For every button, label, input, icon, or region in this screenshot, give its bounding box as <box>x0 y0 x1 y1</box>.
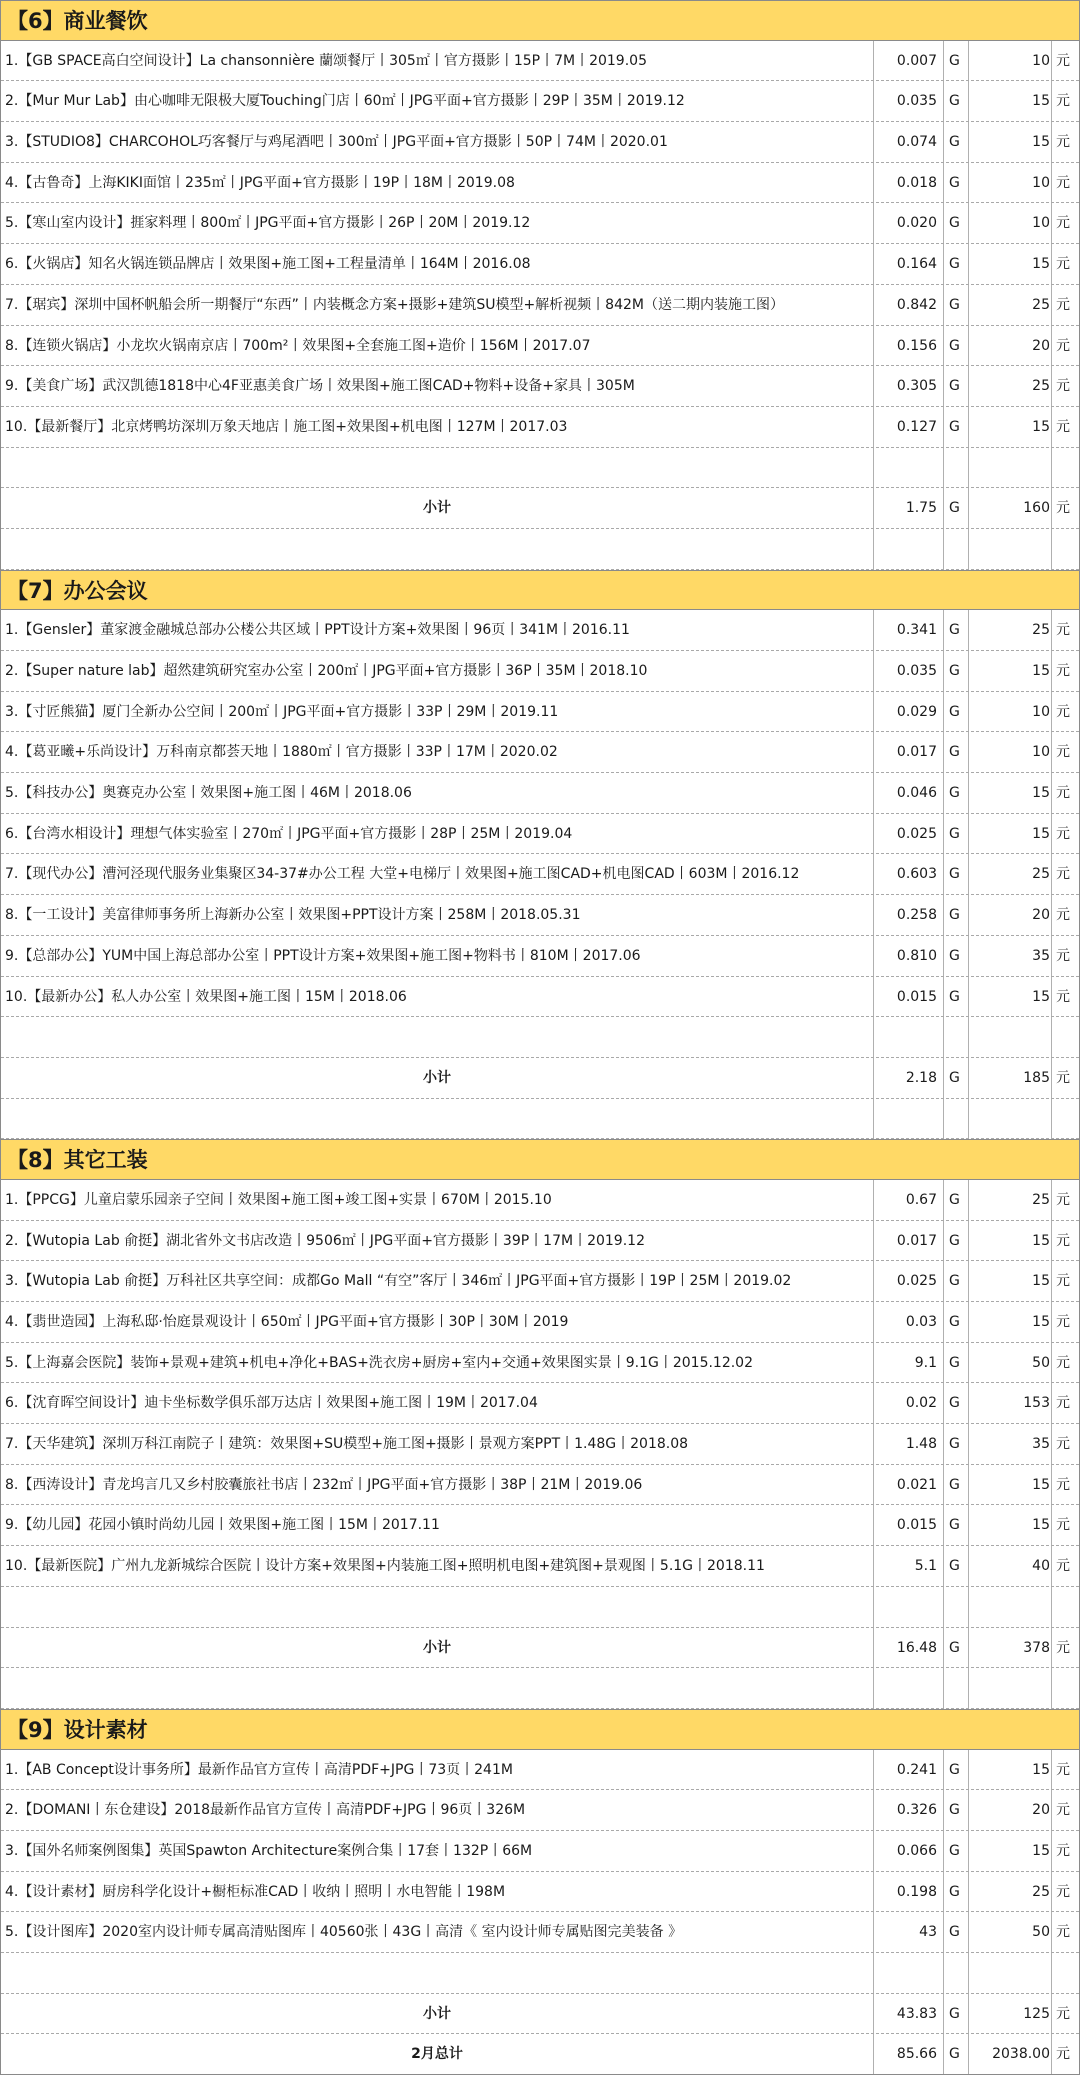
currency-unit: 元 <box>1056 215 1070 232</box>
table-row <box>1 122 1079 163</box>
item-size: 0.164 <box>874 244 944 284</box>
size-unit: G <box>944 122 969 162</box>
item-size: 85.66 <box>874 2034 944 2074</box>
currency-unit: 元 <box>1056 785 1070 802</box>
size-unit: G <box>944 1302 969 1342</box>
item-price: 25 <box>969 366 1052 406</box>
item-size: 0.074 <box>874 122 944 162</box>
empty-cell <box>1 1668 874 1708</box>
item-size: 0.017 <box>874 1221 944 1261</box>
size-unit: G <box>944 285 969 325</box>
table-row <box>1 1424 1079 1465</box>
size-unit: G <box>944 203 969 243</box>
item-size: 0.810 <box>874 936 944 976</box>
blank-row <box>1 1953 1079 1994</box>
table-row <box>1 81 1079 122</box>
blank-row <box>1 1099 1079 1140</box>
item-price: 40 <box>969 1546 1052 1586</box>
item-description: 小计 <box>1 1058 874 1098</box>
item-price: 15 <box>969 1750 1052 1790</box>
empty-cell <box>1 1587 874 1627</box>
currency-unit: 元 <box>1056 1436 1070 1453</box>
table-row <box>1 1261 1079 1302</box>
table-row <box>1 407 1079 448</box>
empty-cell <box>969 1668 1052 1708</box>
table-row <box>1 163 1079 204</box>
item-description: 5.【上海嘉会医院】装饰+景观+建筑+机电+净化+BAS+洗衣房+厨房+室内+交通+效果图实景丨9.1G丨2015.12.02 <box>1 1343 874 1383</box>
table-row <box>1 977 1079 1018</box>
item-size: 0.046 <box>874 773 944 813</box>
item-price: 20 <box>969 895 1052 935</box>
section-header <box>1 570 1079 611</box>
size-unit: G <box>944 1872 969 1912</box>
table-row <box>1 692 1079 733</box>
item-size: 0.241 <box>874 1750 944 1790</box>
currency-unit: 元 <box>1056 1924 1070 1941</box>
item-size: 0.025 <box>874 1261 944 1301</box>
table-row <box>1 610 1079 651</box>
item-price: 15 <box>969 1221 1052 1261</box>
item-price: 10 <box>969 692 1052 732</box>
item-size: 0.198 <box>874 1872 944 1912</box>
currency-unit: 元 <box>1056 663 1070 679</box>
size-unit: G <box>944 1465 969 1505</box>
currency-unit: 元 <box>1056 2005 1070 2022</box>
item-price: 15 <box>969 1465 1052 1505</box>
empty-cell <box>944 1668 969 1708</box>
subtotal-row <box>1 488 1079 529</box>
size-unit: G <box>944 732 969 772</box>
item-size: 0.156 <box>874 326 944 366</box>
size-unit: G <box>944 1994 969 2034</box>
empty-cell <box>874 448 944 488</box>
item-size: 2.18 <box>874 1058 944 1098</box>
currency-unit: 元 <box>1056 296 1070 313</box>
size-unit: G <box>944 610 969 650</box>
section-header <box>1 0 1079 41</box>
item-description: 4.【设计素材】厨房科学化设计+橱柜标准CAD丨收纳丨照明丨水电智能丨198M <box>1 1872 874 1912</box>
blank-row <box>1 1587 1079 1628</box>
item-price: 20 <box>969 1790 1052 1830</box>
size-unit: G <box>944 692 969 732</box>
empty-cell <box>944 1099 969 1139</box>
item-size: 0.015 <box>874 1505 944 1545</box>
table-row <box>1 366 1079 407</box>
size-unit: G <box>944 81 969 121</box>
item-description: 3.【STUDIO8】CHARCOHOL巧客餐厅与鸡尾酒吧丨300㎡丨JPG平面+官方摄影丨50P丨74M丨2020.01 <box>1 122 874 162</box>
item-price: 160 <box>969 488 1052 528</box>
currency-unit: 元 <box>1056 1232 1070 1249</box>
empty-cell <box>874 1668 944 1708</box>
item-price: 15 <box>969 1302 1052 1342</box>
blank-row <box>1 1017 1079 1058</box>
item-price: 15 <box>969 1505 1052 1545</box>
empty-cell <box>1052 1668 1078 1708</box>
size-unit: G <box>944 936 969 976</box>
table-row <box>1 936 1079 977</box>
item-size: 0.007 <box>874 41 944 81</box>
item-price: 35 <box>969 1424 1052 1464</box>
item-price: 378 <box>969 1628 1052 1668</box>
table-row <box>1 1505 1079 1546</box>
size-unit: G <box>944 407 969 447</box>
item-description: 10.【最新办公】私人办公室丨效果图+施工图丨15M丨2018.06 <box>1 977 874 1017</box>
table-row <box>1 1221 1079 1262</box>
item-price: 153 <box>969 1383 1052 1423</box>
item-description: 7.【琚宾】深圳中国杯帆船会所一期餐厅“东西”丨内装概念方案+摄影+建筑SU模型+解析视频丨842M（送二期内装施工图） <box>1 285 874 325</box>
item-size: 0.035 <box>874 651 944 691</box>
size-unit: G <box>944 1912 969 1952</box>
size-unit: G <box>944 1790 969 1830</box>
item-price: 10 <box>969 732 1052 772</box>
table-row <box>1 244 1079 285</box>
item-size: 0.305 <box>874 366 944 406</box>
item-description: 3.【寸匠熊猫】厦门全新办公空间丨200㎡丨JPG平面+官方摄影丨33P丨29M丨2019.11 <box>1 692 874 732</box>
item-price: 15 <box>969 651 1052 691</box>
item-price: 2038.00 <box>969 2034 1052 2074</box>
item-size: 43.83 <box>874 1994 944 2034</box>
item-size: 0.326 <box>874 1790 944 1830</box>
item-description: 1.【AB Concept设计事务所】最新作品官方宣传丨高清PDF+JPG丨73页丨241M <box>1 1750 874 1790</box>
item-size: 0.02 <box>874 1383 944 1423</box>
item-price: 15 <box>969 122 1052 162</box>
currency-unit: 元 <box>1056 1273 1070 1290</box>
empty-cell <box>944 1017 969 1057</box>
item-price: 15 <box>969 1261 1052 1301</box>
currency-unit: 元 <box>1056 825 1070 842</box>
currency-unit: 元 <box>1056 500 1070 517</box>
item-description: 1.【Gensler】董家渡金融城总部办公楼公共区域丨PPT设计方案+效果图丨96页丨341M丨2016.11 <box>1 610 874 650</box>
item-price: 15 <box>969 1831 1052 1871</box>
empty-cell <box>874 1017 944 1057</box>
item-price: 125 <box>969 1994 1052 2034</box>
currency-unit: 元 <box>1056 337 1070 354</box>
section-header <box>1 1139 1079 1180</box>
item-price: 10 <box>969 163 1052 203</box>
item-description: 小计 <box>1 488 874 528</box>
item-size: 0.341 <box>874 610 944 650</box>
section-title: 【9】设计素材 <box>7 1717 148 1742</box>
item-description: 2.【Super nature lab】超然建筑研究室办公室丨200㎡丨JPG平面+官方摄影丨36P丨35M丨2018.10 <box>1 651 874 691</box>
size-unit: G <box>944 244 969 284</box>
subtotal-row <box>1 1628 1079 1669</box>
item-price: 15 <box>969 244 1052 284</box>
currency-unit: 元 <box>1056 93 1070 110</box>
currency-unit: 元 <box>1056 1517 1070 1534</box>
item-price: 25 <box>969 854 1052 894</box>
item-size: 0.67 <box>874 1180 944 1220</box>
empty-cell <box>1052 529 1078 569</box>
currency-unit: 元 <box>1056 1802 1070 1819</box>
item-description: 8.【西涛设计】青龙坞言几又乡村胶囊旅社书店丨232㎡丨JPG平面+官方摄影丨38P丨21M丨2019.06 <box>1 1465 874 1505</box>
subtotal-row <box>1 1994 1079 2035</box>
item-size: 9.1 <box>874 1343 944 1383</box>
item-size: 0.020 <box>874 203 944 243</box>
item-description: 2月总计 <box>1 2034 874 2074</box>
empty-cell <box>969 1099 1052 1139</box>
blank-row <box>1 448 1079 489</box>
blank-row <box>1 1668 1079 1709</box>
section-header <box>1 1709 1079 1750</box>
item-price: 15 <box>969 773 1052 813</box>
empty-cell <box>944 1587 969 1627</box>
empty-cell <box>1052 448 1078 488</box>
currency-unit: 元 <box>1056 2046 1070 2063</box>
currency-unit: 元 <box>1056 1395 1070 1412</box>
item-price: 35 <box>969 936 1052 976</box>
table-row <box>1 203 1079 244</box>
item-description: 4.【古鲁奇】上海KIKI面馆丨235㎡丨JPG平面+官方摄影丨19P丨18M丨2019.08 <box>1 163 874 203</box>
item-price: 25 <box>969 285 1052 325</box>
empty-cell <box>874 1587 944 1627</box>
item-description: 7.【现代办公】漕河泾现代服务业集聚区34-37#办公工程 大堂+电梯厅丨效果图+施工图CAD+机电图CAD丨603M丨2016.12 <box>1 854 874 894</box>
empty-cell <box>969 1587 1052 1627</box>
item-description: 5.【寒山室内设计】捱家料理丨800㎡丨JPG平面+官方摄影丨26P丨20M丨2019.12 <box>1 203 874 243</box>
table-row <box>1 773 1079 814</box>
item-description: 6.【台湾水相设计】理想气体实验室丨270㎡丨JPG平面+官方摄影丨28P丨25M丨2019.04 <box>1 814 874 854</box>
currency-unit: 元 <box>1056 418 1070 435</box>
currency-unit: 元 <box>1056 134 1070 151</box>
item-description: 小计 <box>1 1994 874 2034</box>
item-price: 20 <box>969 326 1052 366</box>
empty-cell <box>944 448 969 488</box>
size-unit: G <box>944 1383 969 1423</box>
size-unit: G <box>944 41 969 81</box>
empty-cell <box>1052 1099 1078 1139</box>
item-description: 5.【科技办公】奥赛克办公室丨效果图+施工图丨46M丨2018.06 <box>1 773 874 813</box>
currency-unit: 元 <box>1056 703 1070 720</box>
currency-unit: 元 <box>1056 622 1070 639</box>
empty-cell <box>1 529 874 569</box>
item-size: 0.066 <box>874 1831 944 1871</box>
item-description: 小计 <box>1 1628 874 1668</box>
section-title: 【8】其它工装 <box>7 1148 148 1173</box>
item-price: 10 <box>969 41 1052 81</box>
section-title: 【6】商业餐饮 <box>7 9 148 33</box>
item-size: 1.75 <box>874 488 944 528</box>
item-description: 7.【天华建筑】深圳万科江南院子丨建筑：效果图+SU模型+施工图+摄影丨景观方案PPT丨1.48G丨2018.08 <box>1 1424 874 1464</box>
item-description: 3.【国外名师案例图集】英国Spawton Architecture案例合集丨17套丨132P丨66M <box>1 1831 874 1871</box>
table-row <box>1 1383 1079 1424</box>
currency-unit: 元 <box>1056 174 1070 191</box>
item-description: 10.【最新医院】广州九龙新城综合医院丨设计方案+效果图+内装施工图+照明机电图+建筑图+景观图丨5.1G丨2018.11 <box>1 1546 874 1586</box>
empty-cell <box>1052 1587 1078 1627</box>
currency-unit: 元 <box>1056 866 1070 883</box>
item-description: 9.【总部办公】YUM中国上海总部办公室丨PPT设计方案+效果图+施工图+物料书丨810M丨2017.06 <box>1 936 874 976</box>
currency-unit: 元 <box>1056 744 1070 761</box>
grand-total-row <box>1 2034 1079 2075</box>
size-unit: G <box>944 326 969 366</box>
empty-cell <box>969 448 1052 488</box>
item-size: 0.015 <box>874 977 944 1017</box>
item-description: 8.【连锁火锅店】小龙坎火锅南京店丨700m²丨效果图+全套施工图+造价丨156M丨2017.07 <box>1 326 874 366</box>
size-unit: G <box>944 1221 969 1261</box>
empty-cell <box>969 1017 1052 1057</box>
item-size: 0.603 <box>874 854 944 894</box>
table-row <box>1 41 1079 82</box>
item-description: 1.【PPCG】儿童启蒙乐园亲子空间丨效果图+施工图+竣工图+实景丨670M丨2015.10 <box>1 1180 874 1220</box>
item-description: 9.【美食广场】武汉凯德1818中心4F亚惠美食广场丨效果图+施工图CAD+物料+设备+家具丨305M <box>1 366 874 406</box>
size-unit: G <box>944 1750 969 1790</box>
item-size: 0.258 <box>874 895 944 935</box>
item-size: 0.127 <box>874 407 944 447</box>
empty-cell <box>1 1099 874 1139</box>
empty-cell <box>969 529 1052 569</box>
item-description: 3.【Wutopia Lab 俞挺】万科社区共享空间：成都Go Mall “有空”客厅丨346㎡丨JPG平面+官方摄影丨19P丨25M丨2019.02 <box>1 1261 874 1301</box>
currency-unit: 元 <box>1056 1883 1070 1900</box>
item-description: 5.【设计图库】2020室内设计师专属高清贴图库丨40560张丨43G丨高清《 室内设计师专属贴图完美装备 》 <box>1 1912 874 1952</box>
table-row <box>1 1872 1079 1913</box>
item-description: 4.【翡世造园】上海私邸·怡庭景观设计丨650㎡丨JPG平面+官方摄影丨30P丨30M丨2019 <box>1 1302 874 1342</box>
currency-unit: 元 <box>1056 1639 1070 1656</box>
size-unit: G <box>944 814 969 854</box>
table-row <box>1 1831 1079 1872</box>
item-size: 0.025 <box>874 814 944 854</box>
item-price: 25 <box>969 1872 1052 1912</box>
size-unit: G <box>944 854 969 894</box>
currency-unit: 元 <box>1056 52 1070 69</box>
table-row <box>1 651 1079 692</box>
item-size: 0.035 <box>874 81 944 121</box>
size-unit: G <box>944 977 969 1017</box>
size-unit: G <box>944 1261 969 1301</box>
blank-row <box>1 529 1079 570</box>
size-unit: G <box>944 1180 969 1220</box>
item-size: 16.48 <box>874 1628 944 1668</box>
size-unit: G <box>944 488 969 528</box>
item-description: 2.【Wutopia Lab 俞挺】湖北省外文书店改造丨9506㎡丨JPG平面+官方摄影丨39P丨17M丨2019.12 <box>1 1221 874 1261</box>
table-row <box>1 1912 1079 1953</box>
currency-unit: 元 <box>1056 256 1070 273</box>
item-price: 15 <box>969 814 1052 854</box>
table-row <box>1 1750 1079 1791</box>
table-row <box>1 732 1079 773</box>
table-row <box>1 814 1079 855</box>
empty-cell <box>1 1017 874 1057</box>
size-unit: G <box>944 773 969 813</box>
item-size: 0.018 <box>874 163 944 203</box>
currency-unit: 元 <box>1056 947 1070 964</box>
item-description: 6.【沈育晖空间设计】迪卡坐标数学俱乐部万达店丨效果图+施工图丨19M丨2017.04 <box>1 1383 874 1423</box>
item-size: 0.021 <box>874 1465 944 1505</box>
empty-cell <box>1052 1017 1078 1057</box>
currency-unit: 元 <box>1056 988 1070 1005</box>
item-size: 5.1 <box>874 1546 944 1586</box>
table-row <box>1 1546 1079 1587</box>
size-unit: G <box>944 895 969 935</box>
size-unit: G <box>944 1058 969 1098</box>
table-row <box>1 895 1079 936</box>
currency-unit: 元 <box>1056 1761 1070 1778</box>
item-size: 0.03 <box>874 1302 944 1342</box>
item-description: 9.【幼儿园】花园小镇时尚幼儿园丨效果图+施工图丨15M丨2017.11 <box>1 1505 874 1545</box>
table-row <box>1 1465 1079 1506</box>
size-unit: G <box>944 651 969 691</box>
empty-cell <box>874 1953 944 1993</box>
currency-unit: 元 <box>1056 1191 1070 1208</box>
table-row <box>1 854 1079 895</box>
item-description: 6.【火锅店】知名火锅连锁品牌店丨效果图+施工图+工程量清单丨164M丨2016.08 <box>1 244 874 284</box>
item-price: 185 <box>969 1058 1052 1098</box>
item-size: 0.017 <box>874 732 944 772</box>
size-unit: G <box>944 1831 969 1871</box>
item-size: 1.48 <box>874 1424 944 1464</box>
section-title: 【7】办公会议 <box>7 578 148 603</box>
currency-unit: 元 <box>1056 1314 1070 1330</box>
empty-cell <box>874 1099 944 1139</box>
table-row <box>1 326 1079 367</box>
size-unit: G <box>944 1505 969 1545</box>
currency-unit: 元 <box>1056 1558 1070 1575</box>
table-row <box>1 1343 1079 1384</box>
item-size: 0.842 <box>874 285 944 325</box>
size-unit: G <box>944 1628 969 1668</box>
item-price: 50 <box>969 1912 1052 1952</box>
item-size: 0.029 <box>874 692 944 732</box>
size-unit: G <box>944 1424 969 1464</box>
currency-unit: 元 <box>1056 1842 1070 1859</box>
item-price: 10 <box>969 203 1052 243</box>
size-unit: G <box>944 163 969 203</box>
subtotal-row <box>1 1058 1079 1099</box>
table-row <box>1 285 1079 326</box>
table-row <box>1 1790 1079 1831</box>
item-price: 50 <box>969 1343 1052 1383</box>
currency-unit: 元 <box>1056 1476 1070 1493</box>
item-description: 8.【一工设计】美富律师事务所上海新办公室丨效果图+PPT设计方案丨258M丨2018.05.31 <box>1 895 874 935</box>
empty-cell <box>1 1953 874 1993</box>
item-description: 1.【GB SPACE高白空间设计】La chansonnière 蘭颂餐厅丨305㎡丨官方摄影丨15P丨7M丨2019.05 <box>1 41 874 81</box>
item-description: 2.【Mur Mur Lab】由心咖啡无限极大厦Touching门店丨60㎡丨JPG平面+官方摄影丨29P丨35M丨2019.12 <box>1 81 874 121</box>
item-price: 25 <box>969 1180 1052 1220</box>
empty-cell <box>1052 1953 1078 1993</box>
empty-cell <box>944 1953 969 1993</box>
size-unit: G <box>944 366 969 406</box>
item-size: 43 <box>874 1912 944 1952</box>
table-row <box>1 1180 1079 1221</box>
currency-unit: 元 <box>1056 1069 1070 1086</box>
size-unit: G <box>944 1546 969 1586</box>
empty-cell <box>1 448 874 488</box>
size-unit: G <box>944 1343 969 1383</box>
size-unit: G <box>944 2034 969 2074</box>
item-price: 15 <box>969 977 1052 1017</box>
item-price: 15 <box>969 81 1052 121</box>
currency-unit: 元 <box>1056 378 1070 395</box>
item-description: 10.【最新餐厅】北京烤鸭坊深圳万象天地店丨施工图+效果图+机电图丨127M丨2017.03 <box>1 407 874 447</box>
item-description: 2.【DOMANI丨东仓建设】2018最新作品官方宣传丨高清PDF+JPG丨96页丨326M <box>1 1790 874 1830</box>
item-description: 4.【葛亚曦+乐尚设计】万科南京都荟天地丨1880㎡丨官方摄影丨33P丨17M丨2020.02 <box>1 732 874 772</box>
empty-cell <box>969 1953 1052 1993</box>
table-row <box>1 1302 1079 1343</box>
currency-unit: 元 <box>1056 907 1070 924</box>
empty-cell <box>944 529 969 569</box>
item-price: 15 <box>969 407 1052 447</box>
empty-cell <box>874 529 944 569</box>
currency-unit: 元 <box>1056 1354 1070 1371</box>
item-price: 25 <box>969 610 1052 650</box>
